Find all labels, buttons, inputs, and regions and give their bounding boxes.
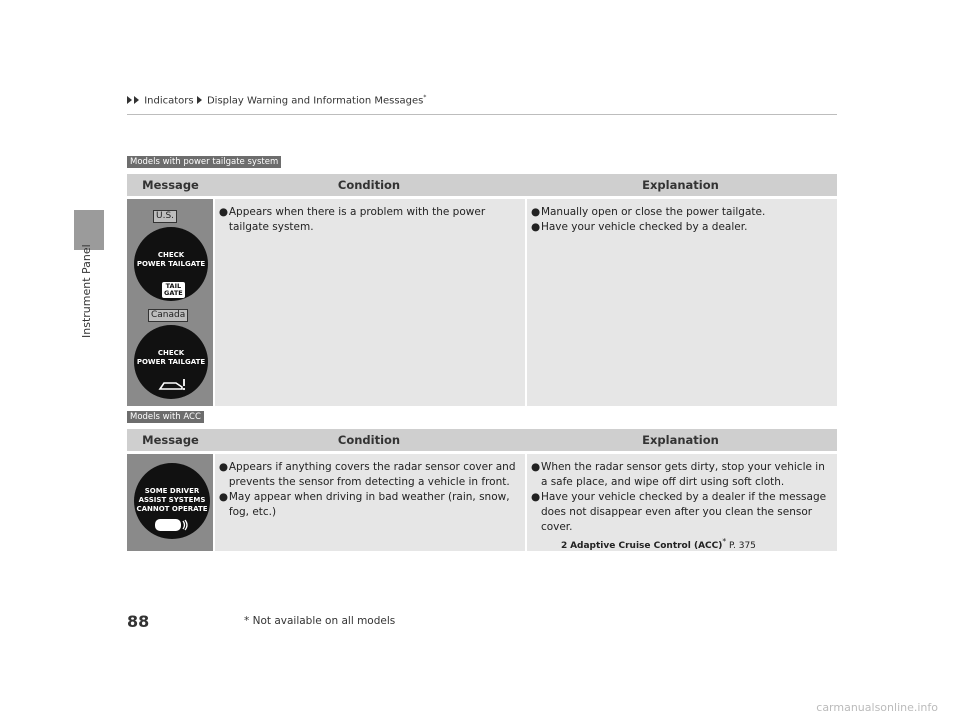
message-image-cell: [127, 454, 213, 551]
icon-text-line2: POWER TAILGATE: [136, 358, 206, 366]
bullet-icon: ●: [530, 221, 541, 233]
reference-page: P. 375: [726, 541, 756, 551]
header-message: Message: [142, 433, 199, 447]
breadcrumb-item-messages[interactable]: Display Warning and Information Messages: [206, 95, 424, 107]
header-divider: [127, 114, 837, 115]
list-item: ● Have your vehicle checked by a dealer.: [530, 221, 748, 233]
tailgate-icon: [162, 282, 185, 298]
explanation-cell: [525, 454, 837, 551]
arrow-icon: [127, 96, 132, 104]
condition-cell: [213, 199, 525, 406]
check-power-tailgate-icon: [134, 227, 208, 301]
page-number: 88: [127, 612, 150, 631]
tail-text: TAIL: [165, 282, 182, 290]
condition-cell: [213, 454, 525, 551]
cross-reference-link[interactable]: [561, 537, 833, 551]
icon-text-line3: CANNOT OPERATE: [136, 505, 208, 513]
table-header: [127, 429, 837, 451]
sidebar-label-container: [80, 244, 100, 378]
models-tag-acc: Models with ACC: [127, 411, 204, 423]
table-header: [127, 174, 837, 196]
footnote-marker: *: [423, 94, 427, 101]
table-row: [127, 454, 837, 551]
breadcrumb: [127, 94, 426, 106]
header-explanation: Explanation: [642, 433, 719, 447]
models-tag-power-tailgate: Models with power tailgate system: [127, 156, 281, 168]
list-item: ● Appears if anything covers the radar sensor cover and prevents the sensor from detecting a vehicle in front.: [218, 461, 516, 488]
region-label-canada: Canada: [148, 309, 188, 322]
list-item: ● May appear when driving in bad weather (rain, snow, fog, etc.): [218, 491, 510, 518]
gate-text: GATE: [164, 289, 183, 297]
header-message: Message: [142, 178, 199, 192]
arrow-icon: [134, 96, 139, 104]
icon-text-line1: SOME DRIVER: [144, 487, 200, 495]
breadcrumb-item-indicators[interactable]: Indicators: [144, 95, 194, 107]
explanation-cell: [525, 199, 837, 406]
bullet-icon: ●: [530, 491, 541, 503]
icon-text-line2: POWER TAILGATE: [136, 260, 206, 268]
header-condition: Condition: [337, 433, 401, 447]
reference-icon: 2: [560, 541, 568, 551]
header-explanation: Explanation: [642, 178, 719, 192]
list-item: ● Appears when there is a problem with the power tailgate system.: [218, 206, 486, 233]
icon-text-line1: CHECK: [157, 251, 185, 259]
watermark: carmanualsonline.info: [816, 701, 938, 714]
message-image-cell: [127, 199, 213, 406]
footnote-marker: *: [722, 537, 727, 546]
car-tailgate-icon: [158, 377, 186, 393]
table-row: [127, 199, 837, 406]
bullet-icon: ●: [218, 206, 229, 218]
list-item: ● Have your vehicle checked by a dealer if the message does not disappear even after you clean the sensor cover.: [530, 491, 827, 533]
footnote: * Not available on all models: [244, 615, 396, 627]
radar-sensor-icon: [154, 518, 190, 532]
bullet-icon: ●: [218, 491, 229, 503]
list-item: ● When the radar sensor gets dirty, stop your vehicle in a safe place, and wipe off dirt using soft cloth.: [530, 461, 825, 488]
bullet-icon: ●: [530, 461, 541, 473]
list-item: ● Manually open or close the power tailgate.: [530, 206, 766, 218]
arrow-icon: [197, 96, 202, 104]
check-power-tailgate-icon: [134, 325, 208, 399]
header-condition: Condition: [337, 178, 401, 192]
driver-assist-warning-icon: [134, 463, 210, 539]
sidebar-label: Instrument Panel: [80, 244, 93, 338]
icon-text-line2: ASSIST SYSTEMS: [138, 496, 206, 504]
reference-title: Adaptive Cruise Control (ACC): [570, 541, 723, 551]
region-label-us: U.S.: [153, 210, 177, 223]
bullet-icon: ●: [218, 461, 229, 473]
icon-text-line1: CHECK: [157, 349, 185, 357]
bullet-icon: ●: [530, 206, 541, 218]
